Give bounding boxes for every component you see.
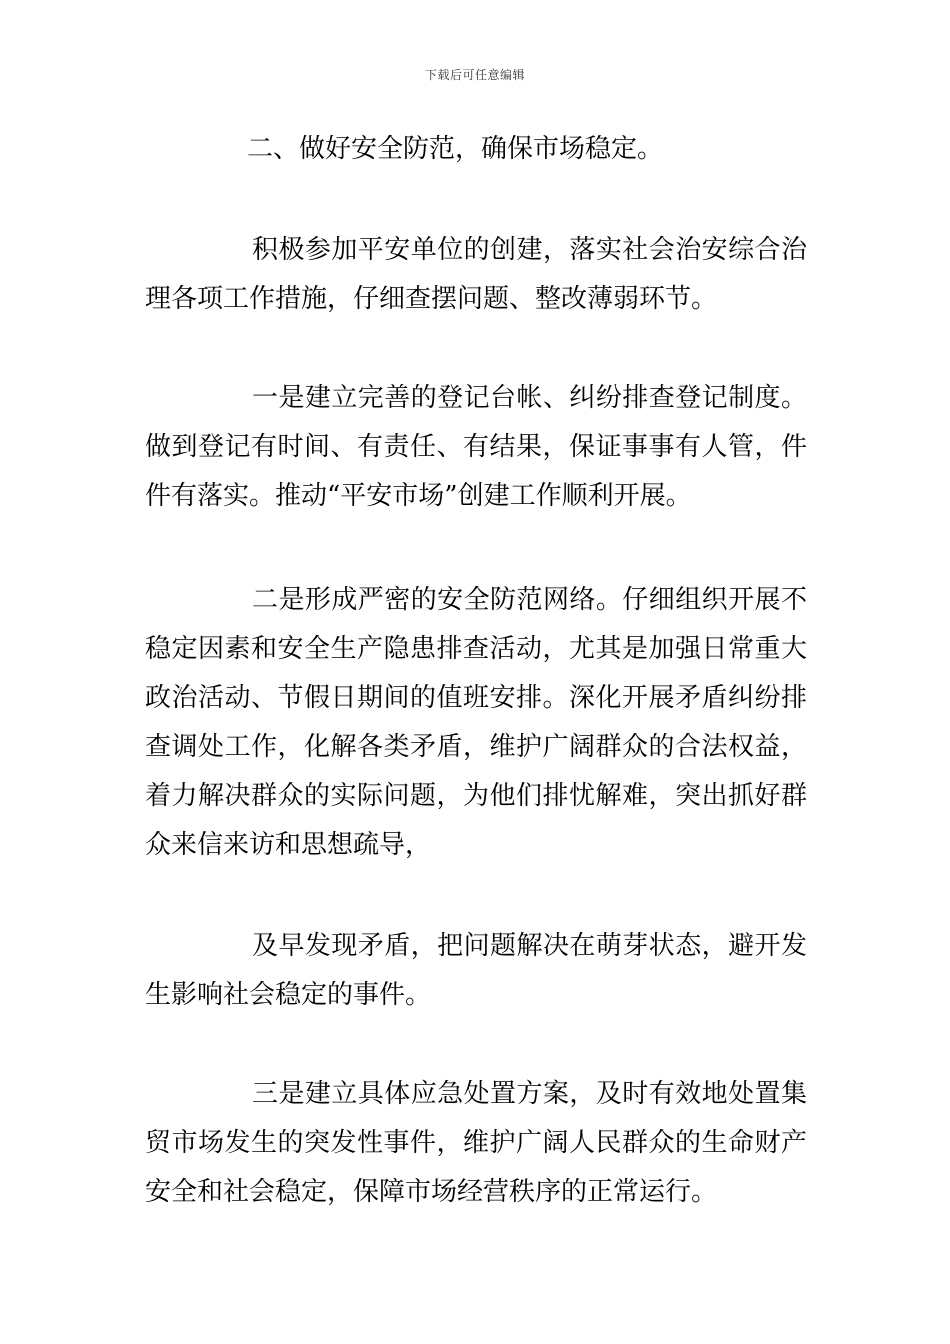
paragraph-2: 一是建立完善的登记台帐、纠纷排查登记制度。做到登记有时间、有责任、有结果，保证事事有人管，件件有落实。推动“平安市场”创建工作顺利开展。	[145, 383, 807, 511]
paragraph-3: 二是形成严密的安全防范网络。仔细组织开展不稳定因素和安全生产隐患排查活动，尤其是加强日常重大政治活动、节假日期间的值班安排。深化开展矛盾纠纷排查调处工作，化解各类矛盾，维护广阔群众的合法权益，着力解决群众的实际问题，为他们排忧解难，突出抓好群众来信来访和思想疏导，	[145, 585, 807, 860]
header-note: 下载后可任意编辑	[424, 68, 525, 82]
paragraph-5: 三是建立具体应急处置方案，及时有效地处置集贸市场发生的突发性事件，维护广阔人民群众的生命财产安全和社会稳定，保障市场经营秩序的正常运行。	[145, 1079, 807, 1207]
paragraph-4: 及早发现矛盾，把问题解决在萌芽状态，避开发生影响社会稳定的事件。	[145, 931, 807, 1010]
section-heading: 二、做好安全防范，确保市场稳定。	[247, 134, 664, 164]
paragraph-1: 积极参加平安单位的创建，落实社会治安综合治理各项工作措施，仔细查摆问题、整改薄弱环节。	[145, 235, 807, 314]
